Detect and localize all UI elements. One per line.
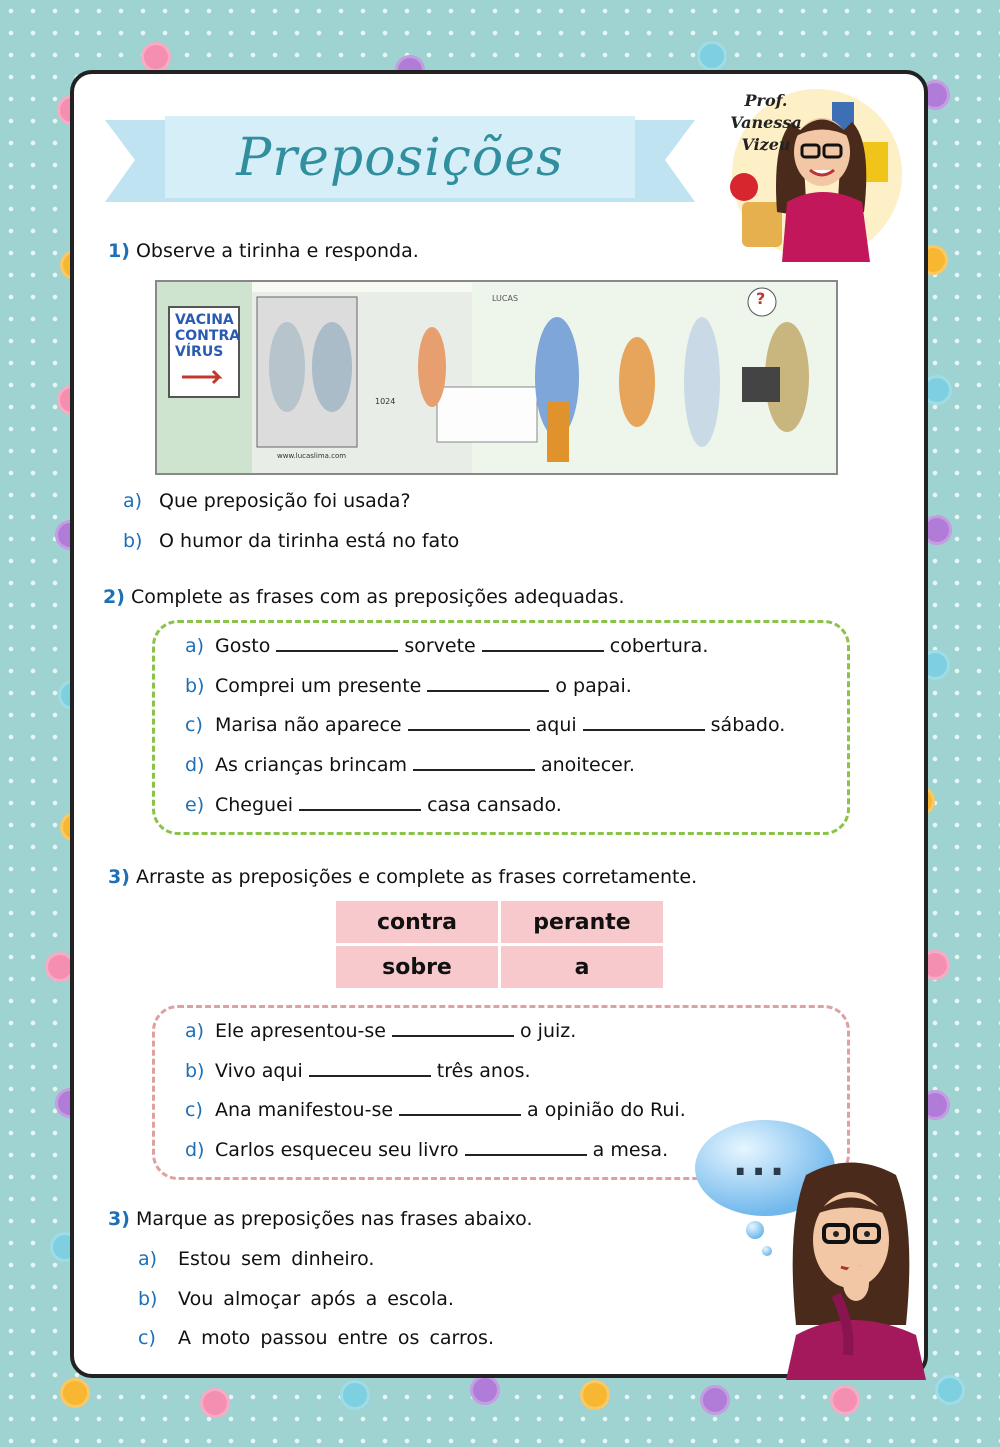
selectable-word[interactable]: a [365, 1288, 378, 1310]
sentence-2a: a) Gosto sorvete cobertura. [185, 635, 709, 657]
blank-input[interactable] [408, 728, 530, 731]
vaccine-sign-line-1: VACINA [175, 312, 234, 328]
sentence-3a: a) Ele apresentou-se o juiz. [185, 1020, 577, 1042]
preposition-bank [333, 898, 666, 991]
drop-target[interactable] [399, 1113, 521, 1116]
sentence-4a: a) Estou sem dinheiro. [138, 1248, 375, 1270]
selectable-word[interactable]: A [178, 1327, 192, 1349]
draggable-preposition-sobre[interactable]: sobre [336, 946, 498, 988]
sentence-3b: b) Vivo aqui três anos. [185, 1060, 531, 1082]
sentence-3d: d) Carlos esqueceu seu livro a mesa. [185, 1139, 669, 1161]
badge-line-2: Vanessa [730, 113, 802, 132]
blank-input[interactable] [276, 649, 398, 652]
badge-line-3: Vizeu [741, 135, 791, 154]
pompom [935, 1375, 965, 1405]
badge-line-1: Prof. [744, 91, 788, 110]
sentence-2b: b) Comprei um presente o papai. [185, 675, 632, 697]
title-banner [105, 110, 695, 210]
thinking-girl-illustration [776, 1155, 936, 1380]
sentence-2c: c) Marisa não aparece aqui sábado. [185, 714, 786, 736]
blank-input[interactable] [482, 649, 604, 652]
drop-target[interactable] [392, 1034, 514, 1037]
question-number: 3) [108, 1208, 130, 1230]
question-prompt: Observe a tirinha e responda. [135, 240, 419, 262]
page-title: Preposições [236, 128, 564, 188]
item-text: O humor da tirinha está no fato [159, 530, 460, 552]
comic-signature: LUCAS [492, 294, 519, 303]
draggable-preposition-contra[interactable]: contra [336, 901, 498, 943]
selectable-word[interactable]: Vou [178, 1288, 214, 1310]
pompom [141, 42, 171, 72]
sentence-2d: d) As crianças brincam anoitecer. [185, 754, 635, 776]
pompom [470, 1375, 500, 1405]
selectable-word[interactable]: escola. [387, 1288, 454, 1310]
question-1 [108, 240, 419, 262]
selectable-word[interactable]: passou [260, 1327, 328, 1349]
sentence-4b: b) Vou almoçar após a escola. [138, 1288, 454, 1310]
selectable-word[interactable]: moto [201, 1327, 251, 1349]
question-prompt: Arraste as preposições e complete as frases corretamente. [135, 866, 698, 888]
sentence-2e: e) Cheguei casa cansado. [185, 794, 562, 816]
question-prompt: Complete as frases com as preposições adequadas. [130, 586, 625, 608]
selectable-word[interactable]: Estou [178, 1248, 232, 1270]
pompom [700, 1385, 730, 1415]
question-number: 3) [108, 866, 130, 888]
comic-door-number: 1024 [375, 397, 396, 406]
selectable-word[interactable]: almoçar [223, 1288, 301, 1310]
blank-input[interactable] [413, 768, 535, 771]
question-number: 1) [108, 240, 130, 262]
thinking-person-icon [776, 1155, 936, 1380]
drop-target[interactable] [309, 1074, 431, 1077]
draggable-preposition-perante[interactable]: perante [501, 901, 663, 943]
item-letter: a) [123, 490, 143, 512]
selectable-word[interactable]: sem [241, 1248, 282, 1270]
blank-input[interactable] [299, 808, 421, 811]
question-1-item-a [123, 490, 411, 512]
pompom [580, 1380, 610, 1410]
sentence-3c: c) Ana manifestou-se a opinião do Rui. [185, 1099, 686, 1121]
drop-target[interactable] [465, 1153, 587, 1156]
item-letter: b) [123, 530, 143, 552]
pompom [697, 41, 727, 71]
pompom [340, 1380, 370, 1410]
item-text: Que preposição foi usada? [159, 490, 411, 512]
bubble-dots: ... [733, 1140, 789, 1184]
pompom [830, 1385, 860, 1415]
question-number: 2) [103, 586, 125, 608]
question-4 [108, 1208, 533, 1230]
blank-input[interactable] [583, 728, 705, 731]
comic-website: www.lucaslima.com [277, 452, 347, 460]
question-2 [103, 586, 625, 608]
comic-strip: VACINA CONTRA VÍRUS LUCAS 1024 www.lucaslima.com ? [155, 280, 838, 475]
teacher-badge [712, 82, 902, 267]
selectable-word[interactable]: entre [337, 1327, 388, 1349]
comic-illustration [157, 282, 836, 473]
blank-input[interactable] [427, 689, 549, 692]
vaccine-sign-line-3: VÍRUS [175, 344, 224, 360]
selectable-word[interactable]: dinheiro. [291, 1248, 375, 1270]
pompom [60, 1378, 90, 1408]
selectable-word[interactable]: os [397, 1327, 420, 1349]
question-prompt: Marque as preposições nas frases abaixo. [135, 1208, 533, 1230]
vaccine-sign-line-2: CONTRA [175, 328, 241, 344]
selectable-word[interactable]: carros. [429, 1327, 494, 1349]
question-1-item-b [123, 530, 459, 552]
draggable-preposition-a[interactable]: a [501, 946, 663, 988]
question-3 [108, 866, 697, 888]
sentence-4c: c) A moto passou entre os carros. [138, 1327, 494, 1349]
pompom [200, 1388, 230, 1418]
selectable-word[interactable]: após [310, 1288, 356, 1310]
